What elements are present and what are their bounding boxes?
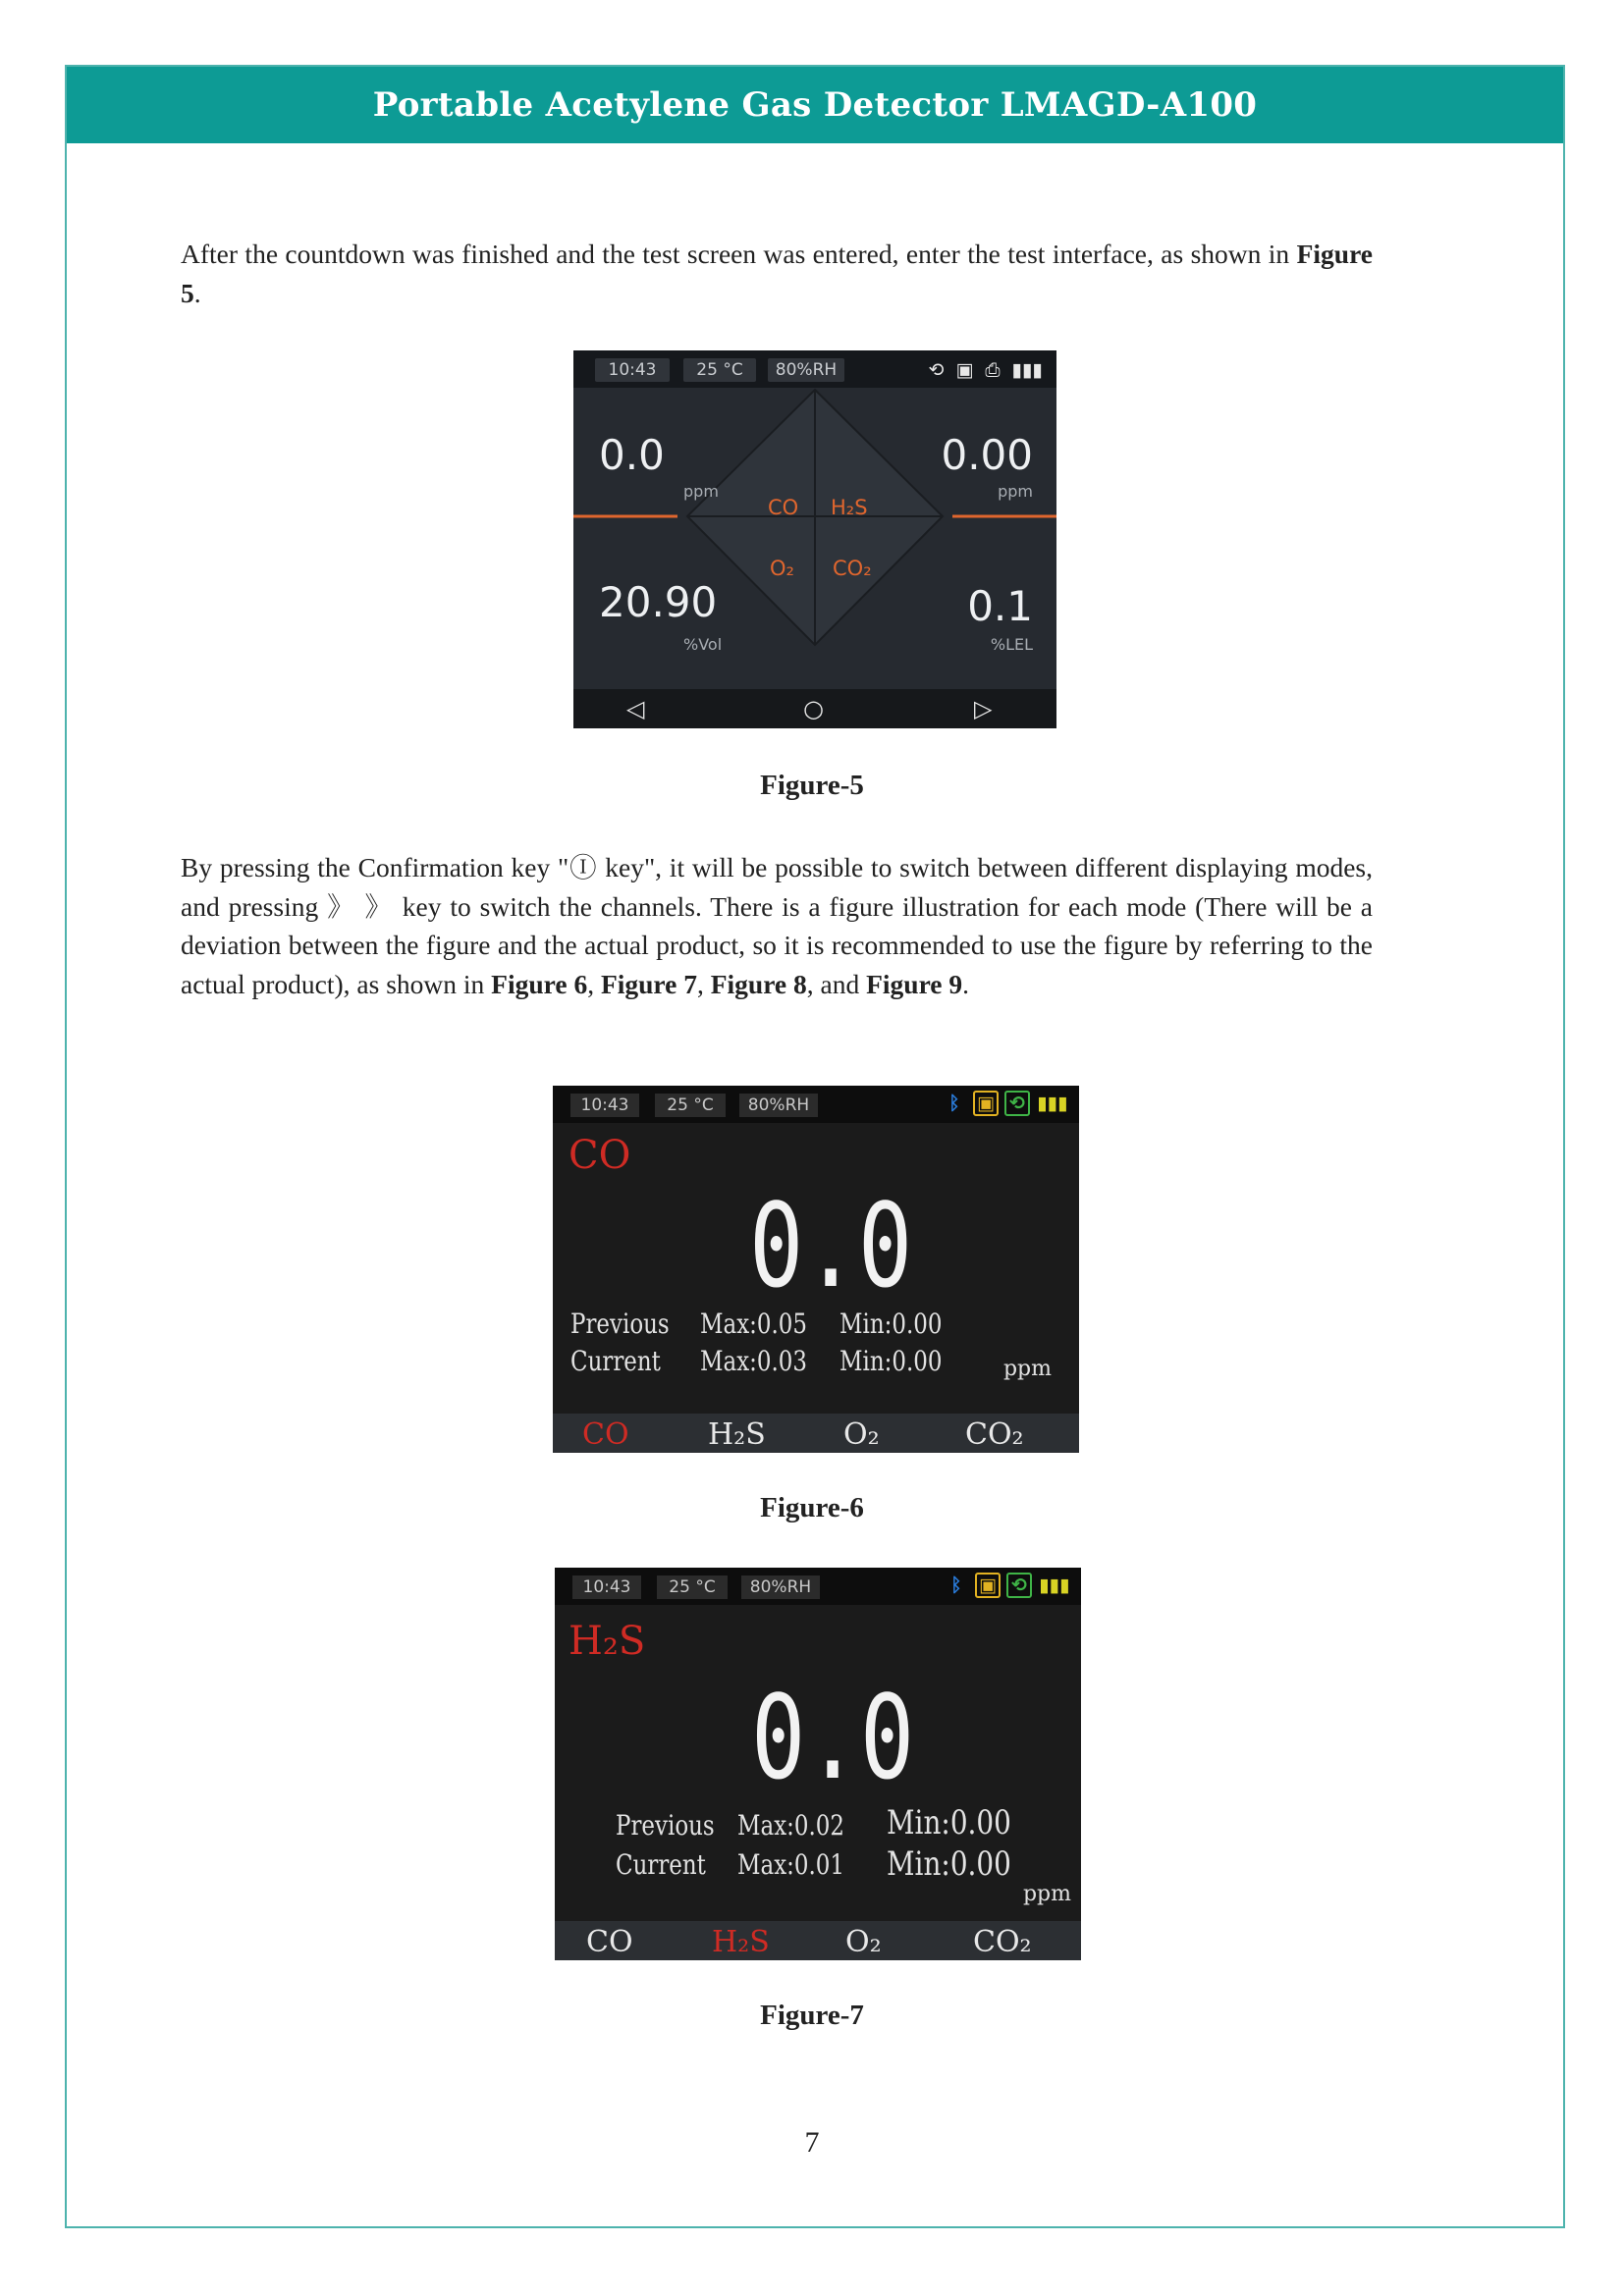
- save-icon: ▣: [975, 1573, 1001, 1598]
- main-reading: 0.0: [751, 1670, 915, 1805]
- current-label: Current: [616, 1848, 706, 1881]
- gas-label-h2s: H₂S: [831, 496, 868, 519]
- print-icon: ⎙: [985, 359, 1001, 381]
- time-chip: 10:43: [570, 1094, 639, 1117]
- battery-icon: ▮▮▮: [1037, 1093, 1068, 1114]
- tab-o2[interactable]: O₂: [843, 1417, 880, 1452]
- figure-5-screen: [573, 350, 1056, 728]
- previous-min: Min:0.00: [887, 1803, 1011, 1842]
- gas-name: H₂S: [568, 1619, 646, 1664]
- figure-7-reference: Figure 7: [600, 968, 697, 999]
- figure-6-screen: [553, 1086, 1079, 1453]
- channel-tabs: [555, 1921, 1081, 1960]
- save-icon: ▣: [973, 1091, 999, 1116]
- separator: , and: [806, 968, 867, 999]
- bottom-left-unit: %Vol: [683, 635, 723, 654]
- separator: ,: [696, 968, 711, 999]
- tab-o2[interactable]: O₂: [845, 1925, 882, 1959]
- figure-7-caption: Figure-7: [760, 2000, 864, 2031]
- previous-label: Previous: [570, 1308, 670, 1340]
- intro-text: After the countdown was finished and the test screen was entered, enter the test interface, as shown in: [181, 239, 1297, 269]
- top-left-value: 0.0: [599, 431, 665, 479]
- separator: ,: [587, 968, 601, 999]
- temperature-chip: 25 °C: [657, 1575, 728, 1599]
- status-icons: [944, 1573, 1071, 1598]
- page-number: 7: [804, 2126, 820, 2159]
- bluetooth-icon: ᛒ: [948, 1093, 960, 1114]
- figure-9-reference: Figure 9: [866, 968, 963, 999]
- intro-end: .: [193, 277, 201, 308]
- figure-5-caption: Figure-5: [760, 770, 864, 801]
- humidity-chip: 80%RH: [741, 1575, 820, 1599]
- bottom-right-unit: %LEL: [990, 635, 1033, 654]
- current-label: Current: [570, 1345, 661, 1377]
- forward-icon[interactable]: ▷: [974, 695, 993, 722]
- current-max: Max:0.03: [700, 1345, 808, 1377]
- mode-paragraph: [181, 848, 1373, 1003]
- previous-max: Max:0.05: [700, 1308, 808, 1340]
- unit-label: ppm: [1002, 1357, 1052, 1381]
- paragraph-end: .: [962, 968, 970, 999]
- battery-icon: ▮▮▮: [1039, 1575, 1070, 1596]
- status-icons: [942, 1091, 1069, 1116]
- temperature-chip: 25 °C: [655, 1094, 726, 1117]
- tab-h2s[interactable]: H₂S: [712, 1925, 770, 1959]
- previous-max: Max:0.02: [737, 1809, 845, 1842]
- figure-reference: Figure 5: [181, 239, 1373, 308]
- gas-label-co2: CO₂: [833, 557, 872, 580]
- status-icons: [929, 359, 1043, 381]
- figure-8-reference: Figure 8: [710, 968, 807, 999]
- intro-paragraph: [181, 235, 1373, 312]
- current-max: Max:0.01: [737, 1848, 845, 1881]
- tab-co2[interactable]: CO₂: [965, 1417, 1024, 1452]
- mode-text: By pressing the Confirmation key "Ⓘ key", it will be possible to switch between different displaying modes, and pressing 》 》 key to switch the channels. There is a figure illustration for each mode (There will be a deviation between the figure and the actual product, so it is recommended to use the figure by referring to the actual product), as shown in: [181, 852, 1373, 999]
- temperature-chip: 25 °C: [683, 358, 756, 382]
- channel-tabs: [553, 1414, 1079, 1453]
- sync-icon: ⟲: [1006, 1573, 1032, 1598]
- time-chip: 10:43: [572, 1575, 641, 1599]
- home-icon[interactable]: ○: [803, 695, 824, 722]
- bottom-right-value: 0.1: [967, 582, 1033, 630]
- previous-min: Min:0.00: [839, 1308, 943, 1340]
- time-chip: 10:43: [595, 358, 670, 382]
- status-bar: [573, 350, 1056, 388]
- gas-name: CO: [568, 1133, 631, 1178]
- top-right-value: 0.00: [941, 431, 1033, 479]
- current-min: Min:0.00: [839, 1345, 943, 1377]
- humidity-chip: 80%RH: [768, 358, 844, 382]
- navigation-bar: [573, 689, 1056, 728]
- humidity-chip: 80%RH: [739, 1094, 818, 1117]
- page-header: [67, 67, 1563, 143]
- sync-icon: ⟲: [1004, 1091, 1030, 1116]
- tab-co[interactable]: CO: [582, 1417, 629, 1452]
- status-bar: [555, 1568, 1081, 1605]
- figure-6-caption: Figure-6: [760, 1492, 864, 1523]
- gas-label-o2: O₂: [770, 557, 794, 580]
- unit-label: ppm: [1022, 1882, 1071, 1906]
- main-reading: 0.0: [749, 1178, 913, 1313]
- bottom-left-value: 20.90: [599, 578, 718, 626]
- tab-co2[interactable]: CO₂: [973, 1925, 1032, 1959]
- tab-h2s[interactable]: H₂S: [708, 1417, 766, 1452]
- header-title: Portable Acetylene Gas Detector LMAGD-A100: [372, 85, 1258, 125]
- back-icon[interactable]: ◁: [626, 695, 645, 722]
- tab-co[interactable]: CO: [586, 1925, 633, 1959]
- gas-label-co: CO: [768, 496, 799, 519]
- previous-label: Previous: [616, 1809, 715, 1842]
- save-icon: ▣: [955, 359, 974, 381]
- sync-icon: ⟲: [928, 359, 945, 381]
- battery-icon: ▮▮▮: [1011, 359, 1043, 381]
- figure-7-screen: [555, 1568, 1081, 1960]
- figure-6-reference: Figure 6: [491, 968, 588, 999]
- current-min: Min:0.00: [887, 1844, 1011, 1884]
- bluetooth-icon: ᛒ: [950, 1575, 962, 1596]
- top-right-unit: ppm: [998, 482, 1033, 501]
- status-bar: [553, 1086, 1079, 1123]
- top-left-unit: ppm: [683, 482, 719, 501]
